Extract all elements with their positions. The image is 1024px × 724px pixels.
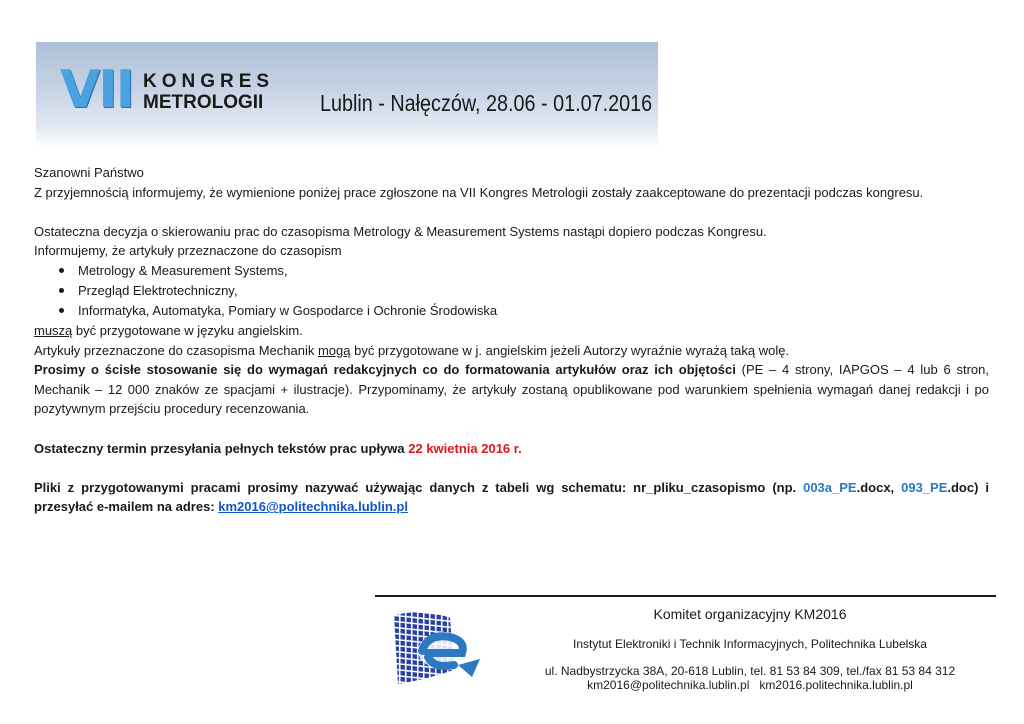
banner-place-date: Lublin - Nałęczów, 28.06 - 01.07.2016 [320,90,653,116]
footer-divider [375,595,996,597]
formatting-rest: (PE – 4 strony, IAPGOS – 4 lub 6 stron, Mechanik – 12 000 znaków ze spacjami + ilustracje). Przypominamy, że artykuły zostaną opublikowane pod warunkiem spełnienia wymagań danej redakcji i po pozytywnym przejściu procedury recenzowania. [34,362,989,417]
greeting: Szanowni Państwo [34,165,144,180]
footer-website: km2016.politechnika.lublin.pl [759,678,913,692]
example-code-2: 093_PE [901,479,948,495]
intro-paragraph: Z przyjemnością informujemy, że wymienione poniżej prace zgłoszone na VII Kongres Metrologii zostały zaakceptowane do prezentacji podczas kongresu. [34,184,924,200]
example-ext-2: .doc) i przesyłać e-mailem na adres: [34,479,989,515]
decision-paragraph: Ostateczna decyzja o skierowaniu prac do czasopisma Metrology & Measurement Systems nastąpi dopiero podczas Kongresu. [34,223,767,239]
institute-name: Instytut Elektroniki i Technik Informacyjnych, Politechnika Lubelska [573,637,927,651]
email-link[interactable]: km2016@politechnika.lublin.pl [218,499,408,515]
may-word: mogą [317,342,351,358]
formatting-paragraph [34,360,989,419]
deadline-date: 22 kwietnia 2016 r. [408,440,522,456]
language-requirement [34,321,989,341]
example-code-1: 003a_PE [803,479,857,495]
address-block [500,664,1000,692]
formatting-bold: Prosimy o ścisłe stosowanie się do wymagań redakcyjnych co do formatowania artykułów oraz ich objętości [34,362,736,378]
mechanik-note [34,341,989,361]
journal-item: Informatyka, Automatyka, Pomiary w Gospodarce i Ochronie Środowiska [78,301,989,321]
example-ext-1: .docx, [856,479,902,495]
banner-metrologii: METROLOGII [143,92,264,113]
file-naming-paragraph [34,478,989,517]
letter-body [34,163,989,517]
journal-item: Metrology & Measurement Systems, [78,261,989,281]
mechanik-note-a: Artykuły przeznaczone do czasopisma Mechanik [34,342,318,358]
congress-banner [36,42,658,148]
journals-intro: Informujemy, że artykuły przeznaczone do czasopism [34,243,342,259]
deadline-paragraph [34,439,989,459]
footer-email: km2016@politechnika.lublin.pl [587,678,750,692]
journal-item: Przegląd Elektrotechniczny, [78,281,989,301]
banner-roman-numeral: VII [60,60,133,120]
must-rest: być przygotowane w języku angielskim. [72,322,303,338]
committee-title: Komitet organizacyjny KM2016 [653,606,847,622]
file-naming-text: Pliki z przygotowanymi pracami prosimy nazywać używając danych z tabeli wg schematu: nr_pliku_czasopismo (np. [34,479,804,495]
banner-kongres: KONGRES [143,71,275,92]
journal-list [34,261,989,321]
contact-line [500,678,1000,692]
committee-logo [388,603,488,695]
address-line: ul. Nadbystrzycka 38A, 20-618 Lublin, tel. 81 53 84 309, tel./fax 81 53 84 312 [544,664,956,678]
deadline-label: Ostateczny termin przesyłania pełnych tekstów prac upływa [34,440,409,456]
mechanik-note-b: być przygotowane w j. angielskim jeżeli Autorzy wyraźnie wyrażą taką wolę. [350,342,790,358]
must-word: muszą [34,322,73,338]
